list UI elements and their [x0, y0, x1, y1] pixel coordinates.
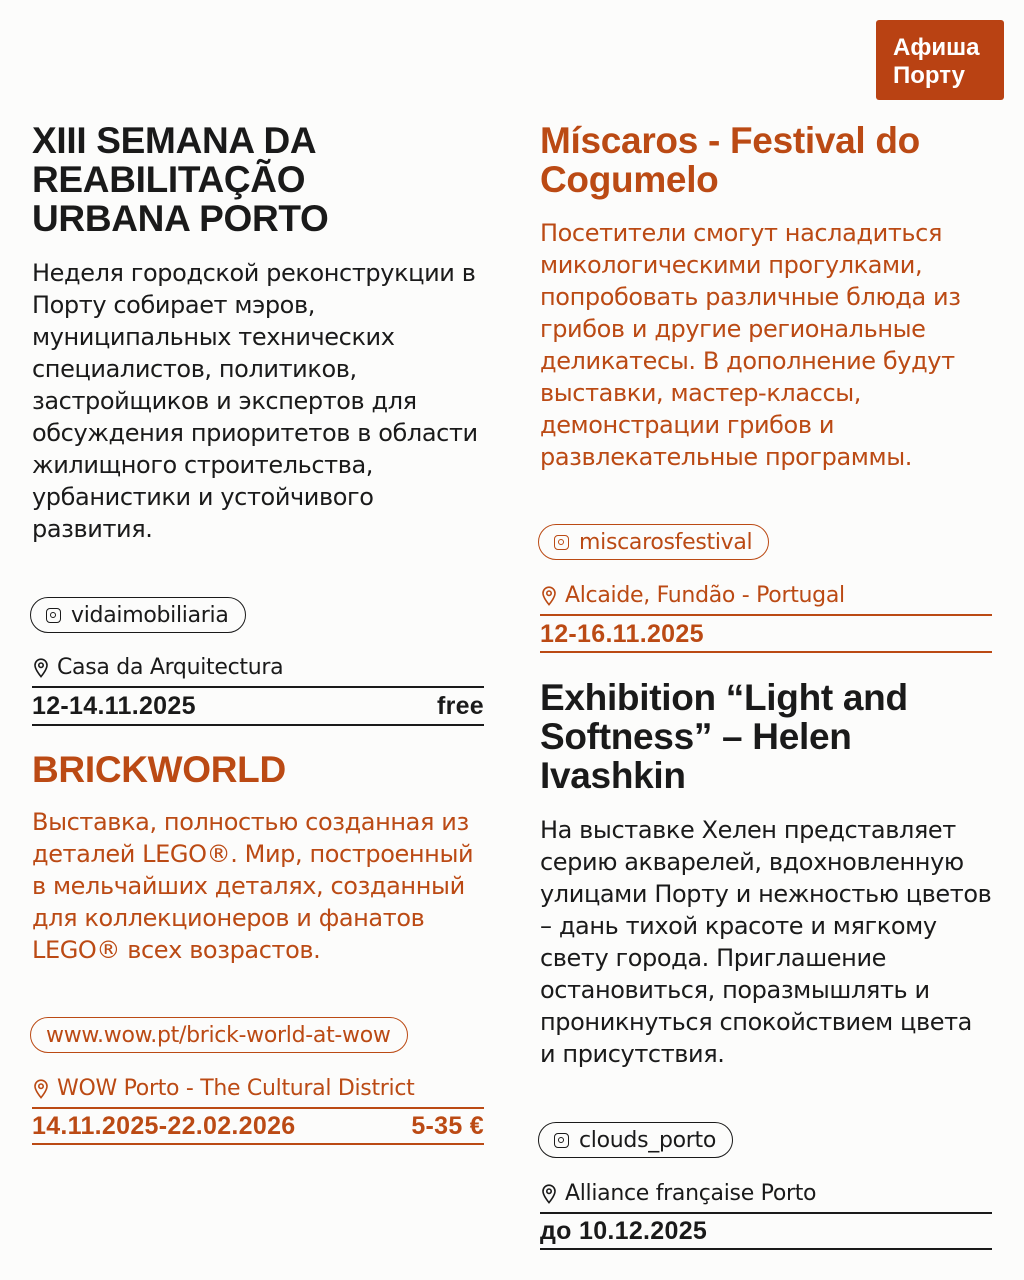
event-location — [541, 583, 845, 608]
event-title: Míscaros - Festival do Cogumelo — [540, 120, 920, 200]
event-date-value: 12-16.11.2025 — [540, 619, 704, 648]
event-title: Exhibition “Light and Softness” – Helen Ivashkin — [540, 677, 908, 796]
location-pin-icon — [33, 1079, 49, 1099]
instagram-link-miscarosfestival[interactable] — [538, 524, 769, 560]
divider — [540, 1248, 992, 1250]
link-label: miscarosfestival — [579, 529, 753, 555]
location-pin-icon — [541, 1184, 557, 1204]
instagram-icon — [554, 1133, 569, 1148]
event-description: На выставке Хелен представляет серию акварелей, вдохновленную улицами Порту и нежностью цветов – дань тихой красоте и мягкому свету города. Приглашение остановиться, поразмышлять и проникнуться спокойствием цвета и присутствия. — [540, 816, 992, 1068]
event-location — [33, 655, 283, 680]
event-price: free — [436, 691, 484, 720]
instagram-icon — [554, 535, 569, 550]
event-date: 12-14.11.2025 — [32, 691, 196, 720]
location-label: Casa da Arquitectura — [57, 655, 284, 680]
instagram-link-vidaimobiliaria[interactable] — [30, 597, 246, 633]
location-pin-icon — [541, 586, 557, 606]
location-label: Alcaide, Fundão - Portugal — [565, 583, 845, 608]
instagram-link-clouds-porto[interactable] — [538, 1122, 733, 1158]
event-location — [33, 1076, 414, 1101]
link-label: vidaimobiliaria — [71, 602, 229, 628]
event-description: Неделя городской реконструкции в Порту собирает мэров, муниципальных технических специалистов, политиков, застройщиков и экспертов для обсуждения приоритетов в области жилищного строительства, урбанистики и устойчивого развития. — [32, 259, 478, 543]
afisha-porto-logo — [876, 20, 1004, 100]
divider — [32, 724, 484, 726]
link-label: clouds_porto — [579, 1127, 716, 1153]
event-description: Выставка, полностью созданная из деталей LEGO®. Мир, построенный в мельчайших деталях, созданный для коллекционеров и фанатов LEGO® всех возрастов. — [32, 808, 474, 964]
event-date-value: до 10.12.2025 — [540, 1216, 708, 1245]
event-location — [541, 1181, 816, 1206]
logo-line-2: Порту — [893, 62, 965, 89]
logo-line-1: Афиша — [893, 34, 980, 61]
event-date — [540, 1213, 992, 1249]
event-title: BRICKWORLD — [32, 749, 286, 790]
divider — [32, 1143, 484, 1145]
event-price: 5-35 € — [411, 1111, 484, 1140]
event-date — [540, 616, 992, 652]
location-pin-icon — [33, 658, 49, 678]
location-label: WOW Porto - The Cultural District — [57, 1076, 415, 1101]
event-date: 14.11.2025-22.02.2026 — [32, 1111, 296, 1140]
location-label: Alliance française Porto — [565, 1181, 817, 1206]
link-label: www.wow.pt/brick-world-at-wow — [46, 1022, 391, 1048]
event-title: XIII SEMANA DA REABILITAÇÃO URBANA PORTO — [32, 120, 329, 239]
divider — [540, 651, 992, 653]
instagram-icon — [46, 608, 61, 623]
event-description: Посетители смогут насладиться микологическими прогулками, попробовать различные блюда из грибов и другие региональные деликатесы. В дополнение будут выставки, мастер-классы, демонстрации грибов и развлекательные программы. — [540, 219, 961, 471]
website-link-brickworld[interactable] — [30, 1017, 408, 1053]
event-date-price — [32, 688, 484, 724]
event-date-price — [32, 1108, 484, 1144]
